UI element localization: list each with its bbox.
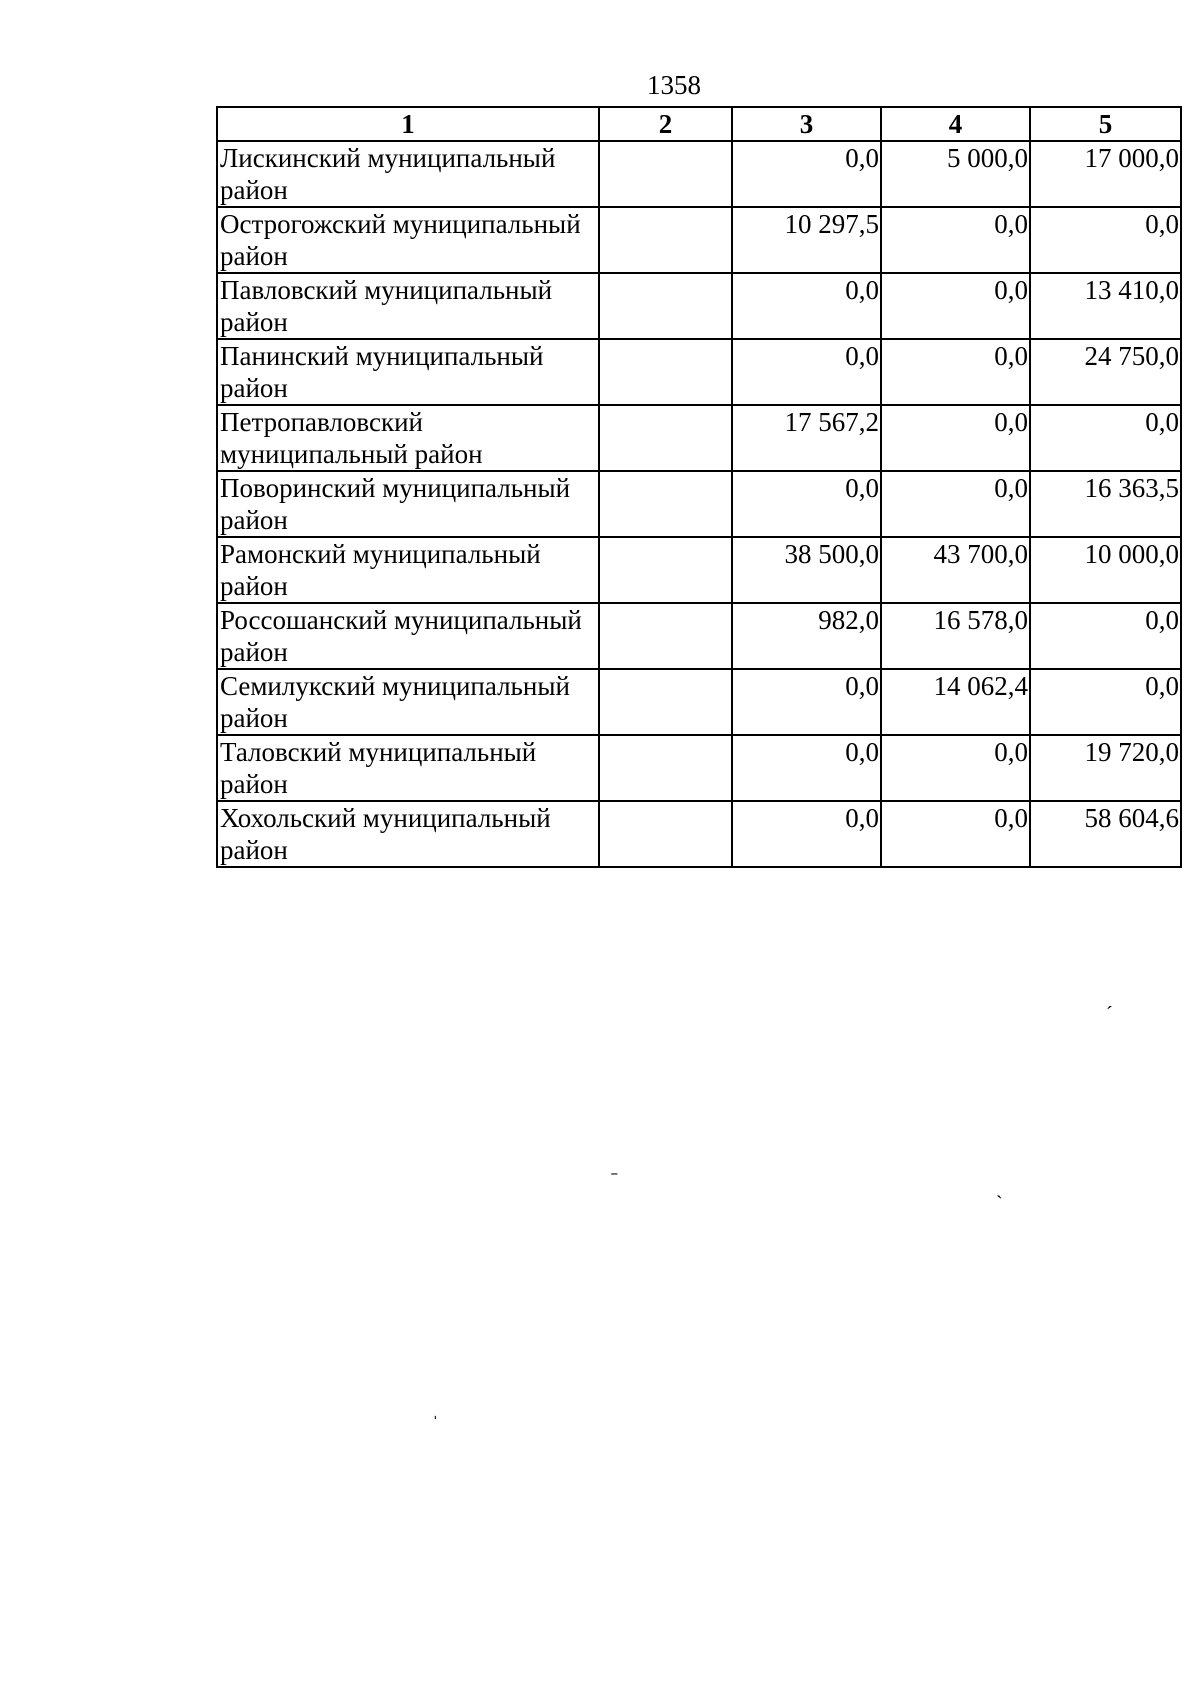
cell-col-3: 0,0 xyxy=(732,273,881,339)
table-row xyxy=(217,669,1181,735)
cell-col-5: 58 604,6 xyxy=(1030,801,1181,867)
district-name: Рамонский муниципальный район xyxy=(217,537,599,603)
cell-col-5: 13 410,0 xyxy=(1030,273,1181,339)
cell-col-4: 16 578,0 xyxy=(881,603,1030,669)
scan-speck: ˈ xyxy=(432,1413,439,1435)
cell-col-5: 24 750,0 xyxy=(1030,339,1181,405)
cell-col-2 xyxy=(599,603,732,669)
cell-col-3: 10 297,5 xyxy=(732,207,881,273)
table-row xyxy=(217,735,1181,801)
column-header-4: 4 xyxy=(881,107,1030,141)
cell-col-4: 0,0 xyxy=(881,735,1030,801)
cell-col-3: 38 500,0 xyxy=(732,537,881,603)
cell-col-5: 0,0 xyxy=(1030,207,1181,273)
cell-col-4: 0,0 xyxy=(881,801,1030,867)
cell-col-5: 0,0 xyxy=(1030,669,1181,735)
header-row xyxy=(217,107,1181,141)
district-name: Семилукский муниципальный район xyxy=(217,669,599,735)
cell-col-2 xyxy=(599,141,732,207)
cell-col-4: 0,0 xyxy=(881,405,1030,471)
cell-col-4: 0,0 xyxy=(881,471,1030,537)
cell-col-3: 17 567,2 xyxy=(732,405,881,471)
cell-col-2 xyxy=(599,273,732,339)
scan-speck: ˊ xyxy=(1106,1003,1113,1025)
cell-col-4: 0,0 xyxy=(881,207,1030,273)
cell-col-3: 0,0 xyxy=(732,735,881,801)
column-header-3: 3 xyxy=(732,107,881,141)
cell-col-2 xyxy=(599,471,732,537)
district-name: Петропавловский муниципальный район xyxy=(217,405,599,471)
district-name: Панинский муниципальный район xyxy=(217,339,599,405)
cell-col-4: 5 000,0 xyxy=(881,141,1030,207)
cell-col-2 xyxy=(599,339,732,405)
cell-col-4: 0,0 xyxy=(881,273,1030,339)
table-row xyxy=(217,339,1181,405)
cell-col-5: 0,0 xyxy=(1030,405,1181,471)
cell-col-3: 982,0 xyxy=(732,603,881,669)
district-name: Острогожский муниципальный район xyxy=(217,207,599,273)
table-body xyxy=(217,141,1181,867)
cell-col-4: 14 062,4 xyxy=(881,669,1030,735)
cell-col-3: 0,0 xyxy=(732,339,881,405)
scan-speck: ˏ xyxy=(996,1177,1003,1199)
cell-col-5: 19 720,0 xyxy=(1030,735,1181,801)
district-name: Павловский муниципальный район xyxy=(217,273,599,339)
scan-speck: ˗ xyxy=(611,1161,618,1183)
table-header xyxy=(217,107,1181,141)
table-row xyxy=(217,537,1181,603)
table-row xyxy=(217,141,1181,207)
cell-col-2 xyxy=(599,207,732,273)
district-name: Лискинский муниципальный район xyxy=(217,141,599,207)
cell-col-2 xyxy=(599,735,732,801)
table-row xyxy=(217,273,1181,339)
column-header-1: 1 xyxy=(217,107,599,141)
cell-col-4: 0,0 xyxy=(881,339,1030,405)
district-name: Хохольский муниципальный район xyxy=(217,801,599,867)
district-name: Россошанский муниципальный район xyxy=(217,603,599,669)
cell-col-5: 16 363,5 xyxy=(1030,471,1181,537)
cell-col-2 xyxy=(599,537,732,603)
column-header-5: 5 xyxy=(1030,107,1181,141)
column-header-2: 2 xyxy=(599,107,732,141)
page-number: 1358 xyxy=(647,70,701,100)
budget-table xyxy=(216,106,1182,868)
cell-col-5: 10 000,0 xyxy=(1030,537,1181,603)
table-row xyxy=(217,207,1181,273)
cell-col-3: 0,0 xyxy=(732,471,881,537)
table-row xyxy=(217,405,1181,471)
cell-col-2 xyxy=(599,669,732,735)
cell-col-3: 0,0 xyxy=(732,801,881,867)
table-row xyxy=(217,603,1181,669)
table-row xyxy=(217,801,1181,867)
cell-col-2 xyxy=(599,801,732,867)
district-name: Поворинский муниципальный район xyxy=(217,471,599,537)
cell-col-2 xyxy=(599,405,732,471)
cell-col-3: 0,0 xyxy=(732,141,881,207)
district-name: Таловский муниципальный район xyxy=(217,735,599,801)
cell-col-3: 0,0 xyxy=(732,669,881,735)
cell-col-5: 0,0 xyxy=(1030,603,1181,669)
cell-col-4: 43 700,0 xyxy=(881,537,1030,603)
table-row xyxy=(217,471,1181,537)
cell-col-5: 17 000,0 xyxy=(1030,141,1181,207)
